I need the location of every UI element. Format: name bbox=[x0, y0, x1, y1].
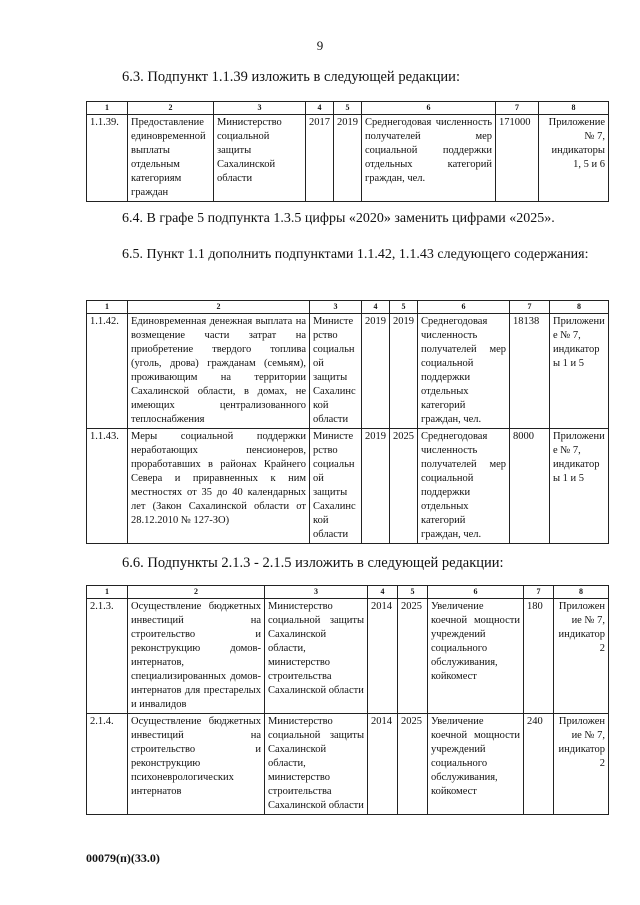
indicator-cell: Среднегодовая численность получателей мер социальной поддержки отдельных категорий граждан, чел. bbox=[418, 314, 510, 429]
header-cell: 7 bbox=[524, 586, 554, 599]
header-cell: 4 bbox=[368, 586, 398, 599]
header-cell: 7 bbox=[510, 301, 550, 314]
header-cell: 5 bbox=[390, 301, 418, 314]
table-6-5 bbox=[86, 300, 609, 544]
start-year-cell: 2014 bbox=[368, 599, 398, 714]
row-number: 1.1.42. bbox=[87, 314, 128, 429]
start-year-cell: 2019 bbox=[362, 429, 390, 544]
appendix-cell: Приложение № 7, индикаторы 1 и 5 bbox=[550, 429, 609, 544]
end-year-cell: 2019 bbox=[390, 314, 418, 429]
page-number: 9 bbox=[316, 38, 324, 53]
header-cell: 5 bbox=[334, 102, 362, 115]
row-number: 1.1.43. bbox=[87, 429, 128, 544]
start-year-cell: 2019 bbox=[362, 314, 390, 429]
header-cell: 2 bbox=[128, 301, 310, 314]
executor-cell: Министерство социальной защиты Сахалинской области bbox=[310, 429, 362, 544]
header-cell: 1 bbox=[87, 586, 128, 599]
table-row bbox=[87, 115, 609, 202]
activity-cell: Предоставление единовременной выплаты отдельным категориям граждан bbox=[128, 115, 214, 202]
header-cell: 8 bbox=[554, 586, 609, 599]
header-cell: 1 bbox=[87, 102, 128, 115]
table-header-row bbox=[87, 301, 609, 314]
indicator-cell: Увеличение коечной мощности учреждений социального обслуживания, койкомест bbox=[428, 714, 524, 815]
footer-code: 00079(п)(33.0) bbox=[86, 851, 160, 865]
row-number: 2.1.4. bbox=[87, 714, 128, 815]
table-row bbox=[87, 714, 609, 815]
activity-cell: Осуществление бюджетных инвестиций на строительство и реконструкцию домов-интернатов, специализированных домов-интернатов для престарелых и инвалидов bbox=[128, 599, 265, 714]
table-row bbox=[87, 429, 609, 544]
indicator-cell: Увеличение коечной мощности учреждений социального обслуживания, койкомест bbox=[428, 599, 524, 714]
table-row bbox=[87, 314, 609, 429]
header-cell: 6 bbox=[418, 301, 510, 314]
paragraph-6-5: 6.5. Пункт 1.1 дополнить подпунктами 1.1.42, 1.1.43 следующего содержания: bbox=[122, 247, 589, 262]
table-6-3 bbox=[86, 101, 609, 202]
indicator-cell: Среднегодовая численность получателей мер социальной поддержки отдельных категорий граждан, чел. bbox=[362, 115, 496, 202]
header-cell: 1 bbox=[87, 301, 128, 314]
end-year-cell: 2025 bbox=[390, 429, 418, 544]
executor-cell: Министерство социальной защиты Сахалинской области, министерство строительства Сахалинской области bbox=[265, 599, 368, 714]
start-year-cell: 2014 bbox=[368, 714, 398, 815]
appendix-cell: Приложение № 7, индикаторы 1, 5 и 6 bbox=[539, 115, 609, 202]
row-number: 1.1.39. bbox=[87, 115, 128, 202]
table-row bbox=[87, 599, 609, 714]
value-cell: 8000 bbox=[510, 429, 550, 544]
table-header-row bbox=[87, 102, 609, 115]
header-cell: 6 bbox=[362, 102, 496, 115]
header-cell: 5 bbox=[398, 586, 428, 599]
heading-6-6: 6.6. Подпункты 2.1.3 - 2.1.5 изложить в следующей редакции: bbox=[122, 555, 504, 571]
heading-6-3: 6.3. Подпункт 1.1.39 изложить в следующей редакции: bbox=[122, 69, 460, 85]
value-cell: 180 bbox=[524, 599, 554, 714]
end-year-cell: 2025 bbox=[398, 599, 428, 714]
appendix-cell: Приложение № 7, индикатор 2 bbox=[554, 599, 609, 714]
paragraph-6-4: 6.4. В графе 5 подпункта 1.3.5 цифры «2020» заменить цифрами «2025». bbox=[122, 211, 555, 226]
header-cell: 4 bbox=[362, 301, 390, 314]
activity-cell: Единовременная денежная выплата на возмещение части затрат на приобретение твердого топлива (уголь, дрова) гражданам (семьям), проживающим на территории Сахалинской области, в домах, не имеющих централизованного теплоснабжения bbox=[128, 314, 310, 429]
table-6-6 bbox=[86, 585, 609, 815]
header-cell: 7 bbox=[496, 102, 539, 115]
executor-cell: Министерство социальной защиты Сахалинской области, министерство строительства Сахалинской области bbox=[265, 714, 368, 815]
appendix-cell: Приложение № 7, индикаторы 1 и 5 bbox=[550, 314, 609, 429]
value-cell: 18138 bbox=[510, 314, 550, 429]
header-cell: 2 bbox=[128, 586, 265, 599]
activity-cell: Осуществление бюджетных инвестиций на строительство и реконструкцию психоневрологических интернатов bbox=[128, 714, 265, 815]
row-number: 2.1.3. bbox=[87, 599, 128, 714]
table-header-row bbox=[87, 586, 609, 599]
header-cell: 2 bbox=[128, 102, 214, 115]
header-cell: 3 bbox=[265, 586, 368, 599]
appendix-cell: Приложение № 7, индикатор 2 bbox=[554, 714, 609, 815]
executor-cell: Министерство социальной защиты Сахалинской области bbox=[214, 115, 306, 202]
value-cell: 240 bbox=[524, 714, 554, 815]
header-cell: 3 bbox=[310, 301, 362, 314]
header-cell: 4 bbox=[306, 102, 334, 115]
header-cell: 8 bbox=[539, 102, 609, 115]
end-year-cell: 2019 bbox=[334, 115, 362, 202]
activity-cell: Меры социальной поддержки неработающих пенсионеров, проработавших в районах Крайнего Севера и приравненных к ним местностях от 35 до 40 календарных лет (Закон Сахалинской области от 28.12.2010 № 127-ЗО) bbox=[128, 429, 310, 544]
start-year-cell: 2017 bbox=[306, 115, 334, 202]
end-year-cell: 2025 bbox=[398, 714, 428, 815]
value-cell: 171000 bbox=[496, 115, 539, 202]
header-cell: 3 bbox=[214, 102, 306, 115]
executor-cell: Министерство социальной защиты Сахалинской области bbox=[310, 314, 362, 429]
header-cell: 8 bbox=[550, 301, 609, 314]
indicator-cell: Среднегодовая численность получателей мер социальной поддержки отдельных категорий граждан, чел. bbox=[418, 429, 510, 544]
header-cell: 6 bbox=[428, 586, 524, 599]
